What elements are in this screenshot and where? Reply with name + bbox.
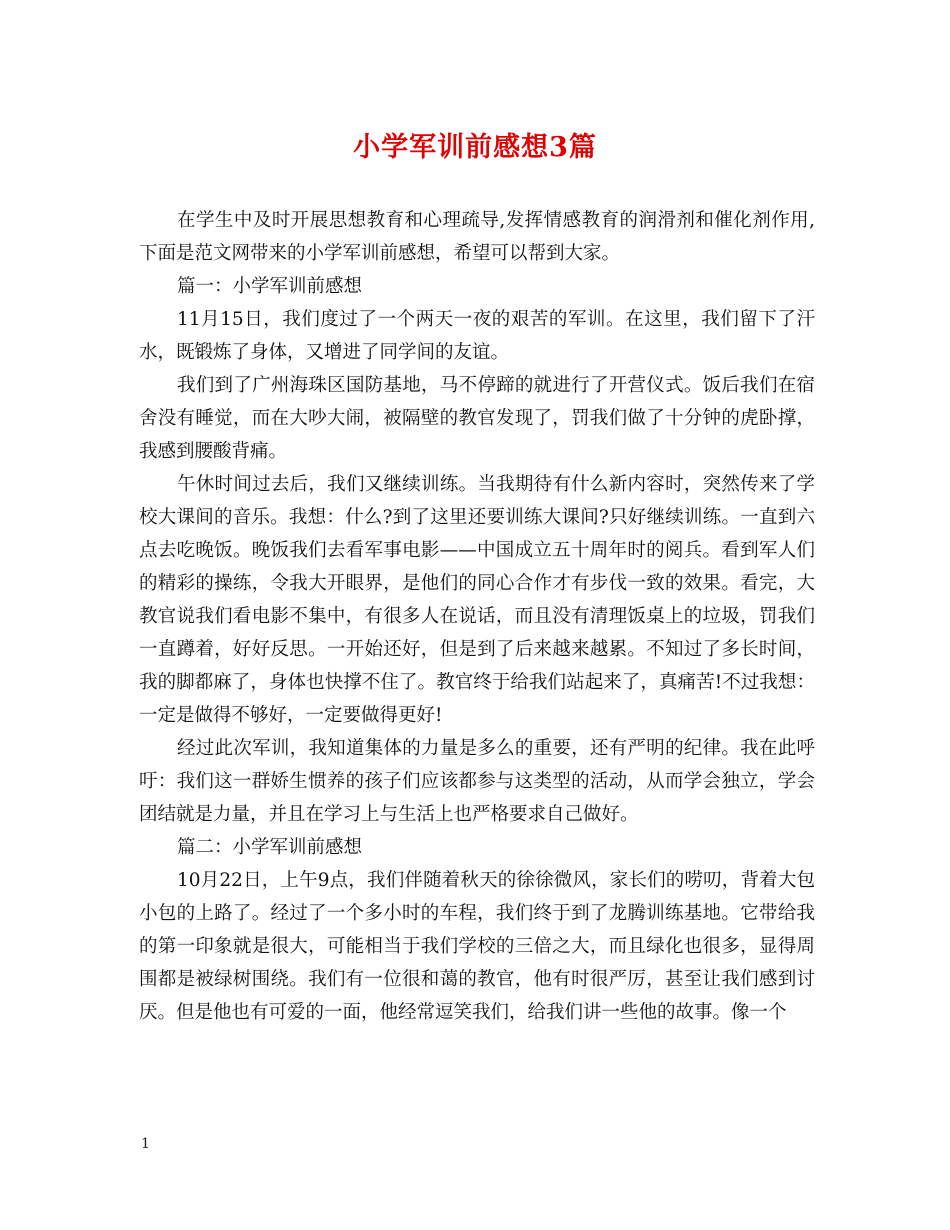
document-body	[139, 204, 815, 1029]
paragraph: 我们到了广州海珠区国防基地，马不停蹄的就进行了开营仪式。饭后我们在宿舍没有睡觉，而在大吵大闹，被隔壁的教官发现了，罚我们做了十分钟的虎卧撑，我感到腰酸背痛。	[139, 375, 815, 462]
paragraph: 经过此次军训，我知道集体的力量是多么的重要，还有严明的纪律。我在此呼吁：我们这一群娇生惯养的孩子们应该都参与这类型的活动，从而学会独立，学会团结就是力量，并且在学习上与生活上也严格要求自己做好。	[139, 738, 815, 825]
section-heading: 篇一：小学军训前感想	[177, 276, 363, 297]
document-title: 小学军训前感想3篇	[353, 132, 597, 163]
section-heading: 篇二：小学军训前感想	[177, 837, 363, 858]
paragraph: 在学生中及时开展思想教育和心理疏导,发挥情感教育的润滑剂和催化剂作用,下面是范文网带来的小学军训前感想，希望可以帮到大家。	[139, 210, 815, 264]
paragraph: 午休时间过去后，我们又继续训练。当我期待有什么新内容时，突然传来了学校大课间的音乐。我想：什么?到了这里还要训练大课间?只好继续训练。一直到六点去吃晚饭。晚饭我们去看军事电影——中国成立五十周年时的阅兵。看到军人们的精彩的操练，令我大开眼界，是他们的同心合作才有步伐一致的效果。看完，大教官说我们看电影不集中，有很多人在说话，而且没有清理饭桌上的垃圾，罚我们一直蹲着，好好反思。一开始还好，但是到了后来越来越累。不知过了多长时间，我的脚都麻了，身体也快撑不住了。教官终于给我们站起来了，真痛苦!不过我想：一定是做得不够好，一定要做得更好!	[139, 474, 815, 726]
paragraph: 11月15日，我们度过了一个两天一夜的艰苦的军训。在这里，我们留下了汗水，既锻炼了身体，又增进了同学间的友谊。	[139, 309, 815, 363]
page-number: 1	[141, 1136, 150, 1152]
paragraph: 10月22日，上午9点，我们伴随着秋天的徐徐微风，家长们的唠叨，背着大包小包的上路了。经过了一个多小时的车程，我们终于到了龙腾训练基地。它带给我的第一印象就是很大，可能相当于我们学校的三倍之大，而且绿化也很多，显得周围都是被绿树围绕。我们有一位很和蔼的教官，他有时很严厉，甚至让我们感到讨厌。但是他也有可爱的一面，他经常逗笑我们，给我们讲一些他的故事。像一个	[139, 870, 815, 1023]
